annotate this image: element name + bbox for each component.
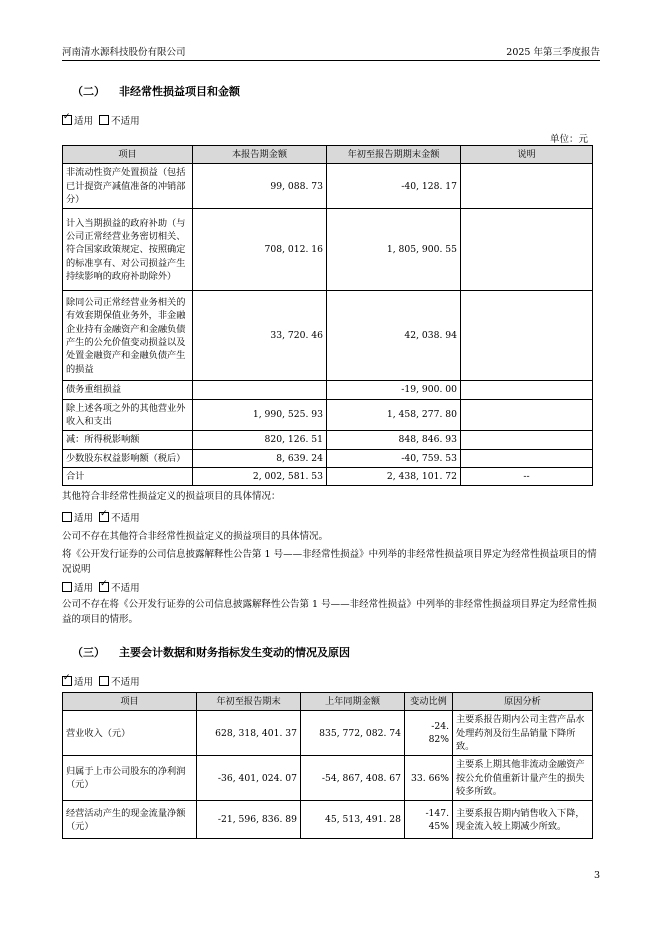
applicability-options [62, 510, 140, 524]
section-heading [72, 644, 350, 660]
table-cell-item: 归属于上市公司股东的净利润（元） [63, 756, 197, 801]
option-label: 不适用 [111, 677, 140, 688]
table-cell-reason: 主要系报告期内公司主营产品水处理药剂及衍生品销量下降所致。 [453, 711, 593, 756]
table-cell-item: 营业收入（元） [63, 711, 197, 756]
table-cell-item: 除上述各项之外的其他营业外收入和支出 [63, 399, 193, 431]
applicability-options [62, 113, 140, 127]
table-cell-note [461, 381, 593, 399]
other-items-title: 其他符合非经常性损益定义的损益项目的具体情况： [62, 491, 281, 502]
table-row [63, 381, 593, 399]
table-cell-current: 820, 126. 51 [193, 431, 327, 449]
checked-box-icon [62, 115, 72, 125]
column-header: 说明 [461, 146, 593, 164]
table-cell-current: 99, 088. 73 [193, 164, 327, 209]
checked-box-icon [99, 582, 109, 592]
table-cell-current: 8, 639. 24 [193, 449, 327, 467]
table-cell-reason: 主要系上期其他非流动金融资产按公允价值重新计量产生的损失较多所致。 [453, 756, 593, 801]
table-cell-item: 计入当期损益的政府补助（与公司正常经营业务密切相关、符合国家政策规定、按照确定的标准享有、对公司损益产生持续影响的政府补助除外） [63, 209, 193, 291]
table-cell-prior: -54, 867, 408. 67 [301, 756, 405, 801]
table-row [63, 291, 593, 381]
table-cell-ytd: -40, 759. 53 [327, 449, 461, 467]
table-cell-ytd: -40, 128. 17 [327, 164, 461, 209]
table-cell-note [461, 209, 593, 291]
table-cell-item: 合计 [63, 468, 193, 486]
key-metrics-table [62, 692, 593, 839]
section-number: （三） [72, 646, 105, 659]
checkbox-icon [62, 582, 72, 592]
table-cell-item: 减：所得税影响额 [63, 431, 193, 449]
table-cell-change: -147. 45% [405, 801, 453, 839]
table-cell-note [461, 399, 593, 431]
column-header: 本报告期金额 [193, 146, 327, 164]
table-cell-prior: 835, 772, 082. 74 [301, 711, 405, 756]
table-row [63, 209, 593, 291]
checked-box-icon [99, 512, 109, 522]
table-row [63, 431, 593, 449]
option-label: 适用 [74, 116, 94, 127]
column-header: 年初至报告期末 [197, 693, 301, 711]
table-cell-prior: 45, 513, 491. 28 [301, 801, 405, 839]
table-cell-reason: 主要系报告期内销售收入下降，现金流入较上期减少所致。 [453, 801, 593, 839]
table-cell-ytd: 1, 805, 900. 55 [327, 209, 461, 291]
table-cell-ytd: -36, 401, 024. 07 [197, 756, 301, 801]
reclassification-text: 公司不存在将《公开发行证券的公司信息披露解释性公告第 1 号——非经常性损益》中列举的非经常性损益项目界定为经常性损益的项目的情形。 [62, 599, 597, 625]
table-cell-current: 2, 002, 581. 53 [193, 468, 327, 486]
table-cell-ytd: -21, 596, 836. 89 [197, 801, 301, 839]
table-cell-current: 33, 720. 46 [193, 291, 327, 381]
checked-box-icon [62, 676, 72, 686]
column-header: 年初至报告期期末金额 [327, 146, 461, 164]
applicability-options [62, 580, 140, 594]
report-title: 2025 年第三季度报告 [506, 47, 600, 58]
table-cell-current: 708, 012. 16 [193, 209, 327, 291]
company-name: 河南清水源科技股份有限公司 [62, 47, 186, 58]
nonrecurring-table [62, 145, 593, 486]
table-row [63, 468, 593, 486]
column-header: 原因分析 [453, 693, 593, 711]
other-items-text: 公司不存在其他符合非经常性损益定义的损益项目的具体情况。 [62, 531, 329, 542]
table-cell-ytd: 848, 846. 93 [327, 431, 461, 449]
option-label: 适用 [74, 677, 94, 688]
table-cell-change: -24. 82% [405, 711, 453, 756]
table-cell-item: 除同公司正常经营业务相关的有效套期保值业务外，非金融企业持有金融资产和金融负债产生的公允价值变动损益以及处置金融资产和金融负债产生的损益 [63, 291, 193, 381]
table-cell-current: 1, 990, 525. 93 [193, 399, 327, 431]
table-cell-note [461, 164, 593, 209]
table-cell-item: 债务重组损益 [63, 381, 193, 399]
reclassification-title: 将《公开发行证券的公司信息披露解释性公告第 1 号——非经常性损益》中列举的非经常性损益项目界定为经常性损益项目的情况说明 [62, 549, 597, 575]
column-header: 项目 [63, 693, 197, 711]
table-row [63, 801, 593, 839]
table-row [63, 449, 593, 467]
table-cell-ytd: 42, 038. 94 [327, 291, 461, 381]
table-cell-ytd: -19, 900. 00 [327, 381, 461, 399]
section-title: 非经常性损益项目和金额 [119, 85, 240, 98]
option-label: 适用 [74, 513, 94, 524]
table-cell-ytd: 2, 438, 101. 72 [327, 468, 461, 486]
option-label: 不适用 [111, 116, 140, 127]
table-row [63, 399, 593, 431]
checkbox-icon [99, 115, 109, 125]
table-cell-ytd: 628, 318, 401. 37 [197, 711, 301, 756]
table-cell-item: 经营活动产生的现金流量净额（元） [63, 801, 197, 839]
table-header-row [63, 693, 593, 711]
unit-label: 单位：元 [549, 134, 588, 145]
table-row [63, 164, 593, 209]
column-header: 变动比例 [405, 693, 453, 711]
table-cell-change: 33. 66% [405, 756, 453, 801]
table-header-row [63, 146, 593, 164]
applicability-options [62, 674, 140, 688]
option-label: 不适用 [111, 513, 140, 524]
column-header: 项目 [63, 146, 193, 164]
table-cell-item: 少数股东权益影响额（税后） [63, 449, 193, 467]
column-header: 上年同期金额 [301, 693, 405, 711]
table-cell-note [461, 291, 593, 381]
table-row [63, 711, 593, 756]
section-title: 主要会计数据和财务指标发生变动的情况及原因 [119, 646, 350, 659]
table-cell-current [193, 381, 327, 399]
option-label: 不适用 [111, 583, 140, 594]
checkbox-icon [62, 512, 72, 522]
section-number: （二） [72, 85, 105, 98]
section-heading [72, 83, 240, 99]
table-cell-item: 非流动性资产处置损益（包括已计提资产减值准备的冲销部分） [63, 164, 193, 209]
checkbox-icon [99, 676, 109, 686]
page-number: 3 [593, 870, 600, 881]
table-cell-note: -- [461, 468, 593, 486]
option-label: 适用 [74, 583, 94, 594]
table-row [63, 756, 593, 801]
table-cell-ytd: 1, 458, 277. 80 [327, 399, 461, 431]
table-cell-note [461, 449, 593, 467]
table-cell-note [461, 431, 593, 449]
header-divider [62, 60, 600, 61]
